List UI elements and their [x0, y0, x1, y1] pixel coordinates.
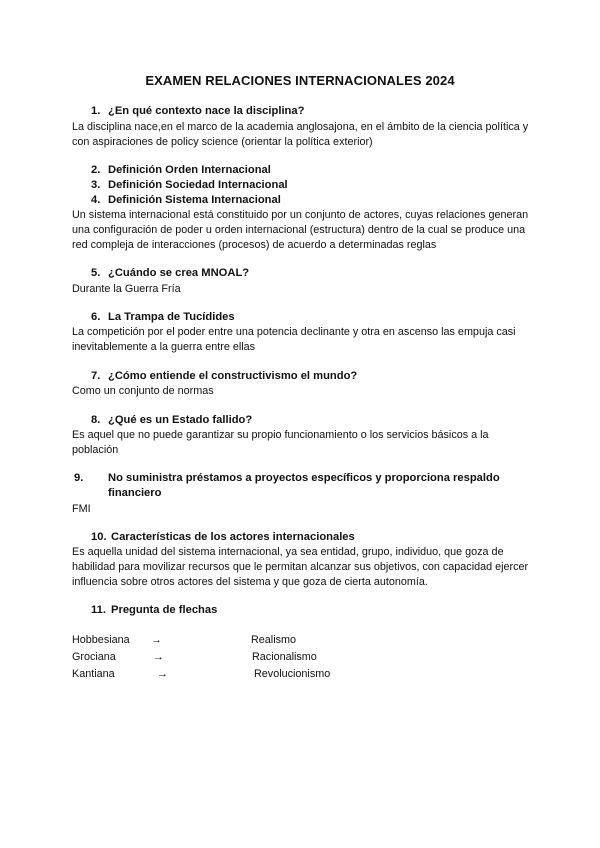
answer-5: Durante la Guerra Fría	[72, 283, 181, 295]
arrows-list	[72, 634, 372, 685]
page-title: EXAMEN RELACIONES INTERNACIONALES 2024	[145, 73, 455, 88]
question-text: ¿En qué contexto nace la disciplina?	[108, 105, 305, 117]
question-7	[91, 369, 521, 384]
question-6	[91, 310, 521, 325]
answer-1: La disciplina nace,en el marco de la academia anglosajona, en el ámbito de la ciencia política y con aspiraciones de policy science (orientar la política exterior)	[72, 121, 529, 148]
question-number: 6.	[91, 311, 101, 323]
question-text: ¿Cuándo se crea MNOAL?	[108, 267, 250, 279]
question-3	[91, 178, 521, 193]
question-text: Características de los actores internacionales	[111, 531, 355, 543]
question-text: Definición Sistema Internacional	[108, 194, 281, 206]
arrow-row	[72, 651, 372, 668]
arrow-row	[72, 634, 372, 651]
question-8	[91, 413, 521, 428]
question-4	[91, 193, 521, 208]
answer-6: La competición por el poder entre una potencia declinante y otra en ascenso las empuja casi inevitablemente a la guerra entre ellas	[72, 326, 516, 353]
arrow-right: Racionalismo	[252, 651, 317, 663]
arrow-left: Kantiana	[72, 668, 115, 680]
question-text: ¿Qué es un Estado fallido?	[108, 414, 253, 426]
question-11	[91, 603, 521, 618]
question-10	[91, 530, 521, 545]
arrow-left: Grociana	[72, 651, 116, 663]
question-text: La Trampa de Tucídides	[108, 311, 235, 323]
arrow-icon: →	[151, 634, 162, 646]
answer-4: Un sistema internacional está constituido por un conjunto de actores, cuyas relaciones generan una configuración de poder u orden internacional (estructura) dentro de la cual se produce una red compleja de interacciones (procesos) de acuerdo a determinadas reglas	[72, 209, 529, 251]
arrow-left: Hobbesiana	[72, 634, 130, 646]
question-text: Definición Orden Internacional	[108, 164, 271, 176]
answer-9: FMI	[72, 503, 91, 515]
arrow-right: Realismo	[251, 634, 297, 646]
question-number: 8.	[91, 414, 101, 426]
question-9	[74, 471, 528, 501]
answer-8: Es aquel que no puede garantizar su propio funcionamiento o los servicios básicos a la población	[72, 429, 489, 456]
answer-10: Es aquella unidad del sistema internacional, ya sea entidad, grupo, individuo, que goza de habilidad para movilizar recursos que le permitan alcanzar sus objetivos, con capacidad ejercer influencia sobre otros actores del sistema y que goza de cierta autonomía.	[72, 546, 529, 588]
arrow-right: Revolucionismo	[254, 668, 331, 680]
question-1	[91, 104, 521, 119]
answer-7: Como un conjunto de normas	[72, 385, 214, 397]
question-text: Pregunta de flechas	[111, 604, 218, 616]
question-number: 2.	[91, 164, 101, 176]
question-number: 1.	[91, 105, 101, 117]
question-number: 9.	[74, 472, 84, 484]
question-number: 7.	[91, 370, 101, 382]
question-2	[91, 163, 521, 178]
question-text: Definición Sociedad Internacional	[108, 179, 288, 191]
question-number: 11.	[91, 604, 106, 616]
arrow-icon: →	[153, 651, 164, 663]
arrow-icon: →	[157, 668, 168, 680]
question-5	[91, 266, 521, 281]
question-number: 5.	[91, 267, 101, 279]
question-text: ¿Cómo entiende el constructivismo el mundo?	[108, 370, 358, 382]
question-number: 4.	[91, 194, 101, 206]
question-number: 10.	[91, 531, 107, 543]
arrow-row	[72, 668, 372, 685]
question-number: 3.	[91, 179, 101, 191]
question-text: No suministra préstamos a proyectos específicos y proporciona respaldo financiero	[108, 472, 500, 499]
